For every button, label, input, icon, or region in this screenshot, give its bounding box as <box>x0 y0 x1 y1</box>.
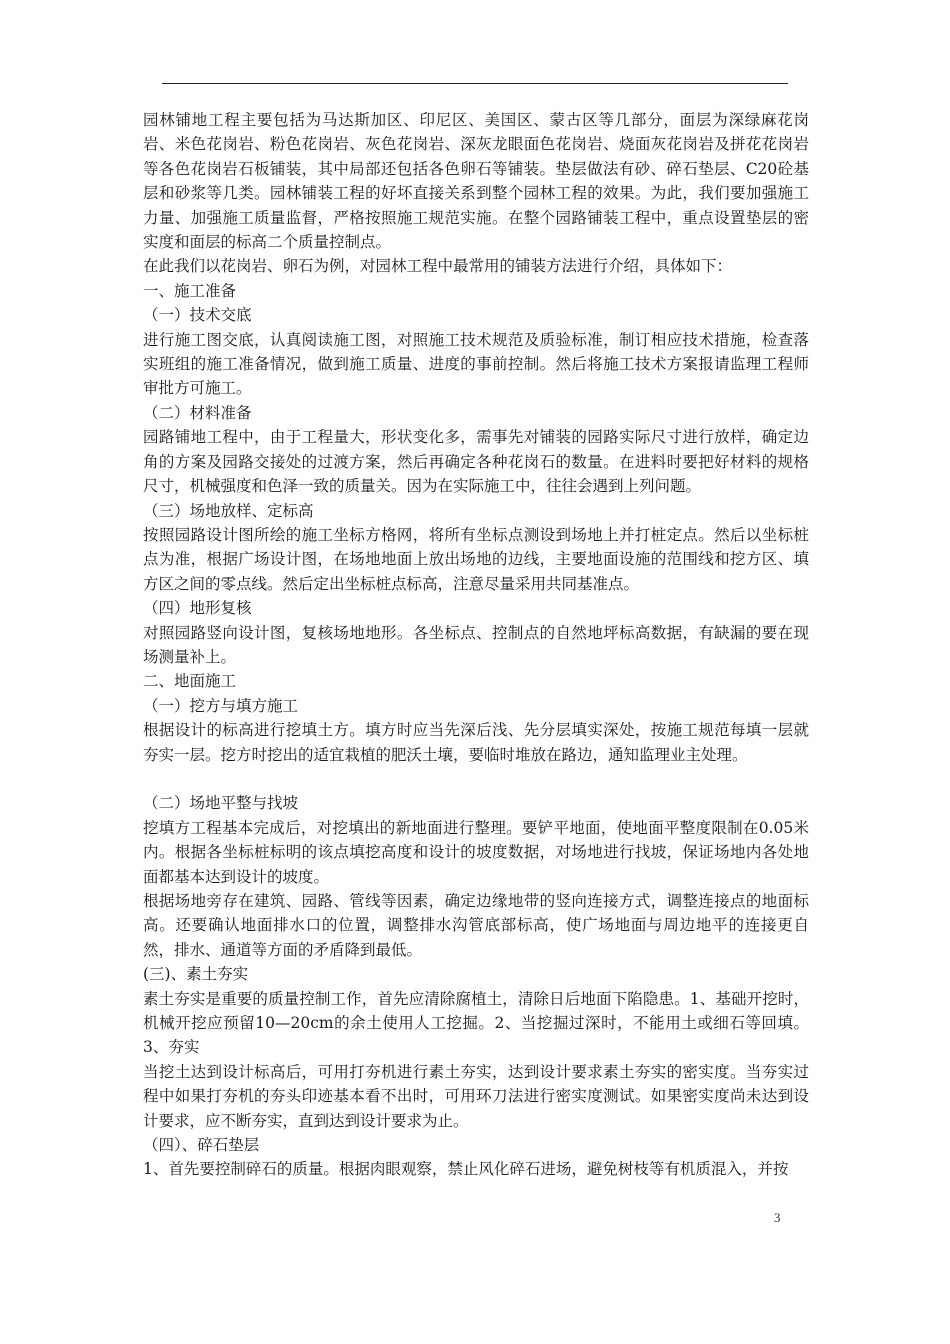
subsection-heading: （二）材料准备 <box>143 403 252 422</box>
subsection-heading: （一）挖方与填方施工 <box>143 696 299 715</box>
page-number: 3 <box>774 1210 781 1225</box>
header-rule <box>162 83 788 84</box>
subsection-heading: （一）技术交底 <box>143 306 252 325</box>
paragraph: 进行施工图交底，认真阅读施工图，对照施工技术规范及质验标准，制订相应技术措施，检查落实班组的施工准备情况，做到施工质量、进度的事前控制。然后将施工技术方案报请监理工程师审批方可施工。 <box>143 330 809 398</box>
subsection-heading: （三）场地放样、定标高 <box>143 501 314 520</box>
paragraph: 素土夯实是重要的质量控制工作，首先应清除腐植土，清除日后地面下陷隐患。1、基础开挖时，机械开挖应预留10—20cm的余土使用人工挖掘。2、当挖掘过深时，不能用土或细石等回填。3、夯实 <box>143 989 809 1057</box>
paragraph: 按照园路设计图所绘的施工坐标方格网，将所有坐标点测设到场地上并打桩定点。然后以坐标桩点为准，根据广场设计图，在场地地面上放出场地的边线，主要地面设施的范围线和挖方区、填方区之间的零点线。然后定出坐标桩点标高，注意尽量采用共同基准点。 <box>143 525 809 593</box>
paragraph: 根据设计的标高进行挖填土方。填方时应当先深后浅、先分层填实深处，按施工规范每填一层就夯实一层。挖方时挖出的适宜栽植的肥沃土壤，要临时堆放在路边，通知监理业主处理。 <box>143 721 809 764</box>
paragraph-intro: 园林铺地工程主要包括为马达斯加区、印尼区、美国区、蒙古区等几部分，面层为深绿麻花岗岩、米色花岗岩、粉色花岗岩、灰色花岗岩、深灰龙眼面色花岗岩、烧面灰花岗岩及拼花花岗岩等各色花岗岩石板铺装，其中局部还包括各色卵石等铺装。垫层做法有砂、碎石垫层、C20砼基层和砂浆等几类。园林铺装工程的好坏直接关系到整个园林工程的效果。为此，我们要加强施工力量、加强施工质量监督，严格按照施工规范实施。在整个园路铺装工程中，重点设置垫层的密实度和面层的标高二个质量控制点。 <box>143 111 809 252</box>
paragraph: 园路铺地工程中，由于工程量大，形状变化多，需事先对铺装的园路实际尺寸进行放样，确定边角的方案及园路交接处的过渡方案，然后再确定各种花岗石的数量。在进料时要把好材料的规格尺寸，机械强度和色泽一致的质量关。因为在实际施工中，往往会遇到上列问题。 <box>143 428 809 496</box>
paragraph-scope: 在此我们以花岗岩、卵石为例，对园林工程中最常用的铺装方法进行介绍，具体如下： <box>143 257 733 276</box>
paragraph: 对照园路竖向设计图，复核场地地形。各坐标点、控制点的自然地坪标高数据，有缺漏的要在现场测量补上。 <box>143 623 809 666</box>
paragraph: 挖填方工程基本完成后，对挖填出的新地面进行整理。要铲平地面，使地面平整度限制在0.05米内。根据各坐标桩标明的该点填挖高度和设计的坡度数据，对场地进行找坡，保证场地内各处地面都基本达到设计的坡度。 <box>143 818 809 886</box>
subsection-heading: （四）地形复核 <box>143 599 252 618</box>
paragraph: 根据场地旁存在建筑、园路、管线等因素，确定边缘地带的竖向连接方式，调整连接点的地面标高。还要确认地面排水口的位置，调整排水沟管底部标高，使广场地面与周边地平的连接更自然，排水、通道等方面的矛盾降到最低。 <box>143 891 809 959</box>
section-heading-preparation: 一、施工准备 <box>143 281 237 300</box>
section-heading-ground: 二、地面施工 <box>143 672 237 691</box>
subsection-heading: （二）场地平整与找坡 <box>143 794 299 813</box>
subsection-heading: (三)、素土夯实 <box>143 965 249 984</box>
paragraph: 1、首先要控制碎石的质量。根据肉眼观察，禁止风化碎石进场，避免树枝等有机质混入，并按 <box>143 1160 789 1179</box>
paragraph: 当挖土达到设计标高后，可用打夯机进行素土夯实，达到设计要求素土夯实的密实度。当夯实过程中如果打夯机的夯头印迹基本看不出时，可用环刀法进行密实度测试。如果密实度尚未达到设计要求，应不断夯实，直到达到设计要求为止。 <box>143 1062 809 1130</box>
blank-line <box>143 767 809 791</box>
subsection-heading: （四）、碎石垫层 <box>143 1136 260 1155</box>
document-body <box>143 108 809 1182</box>
